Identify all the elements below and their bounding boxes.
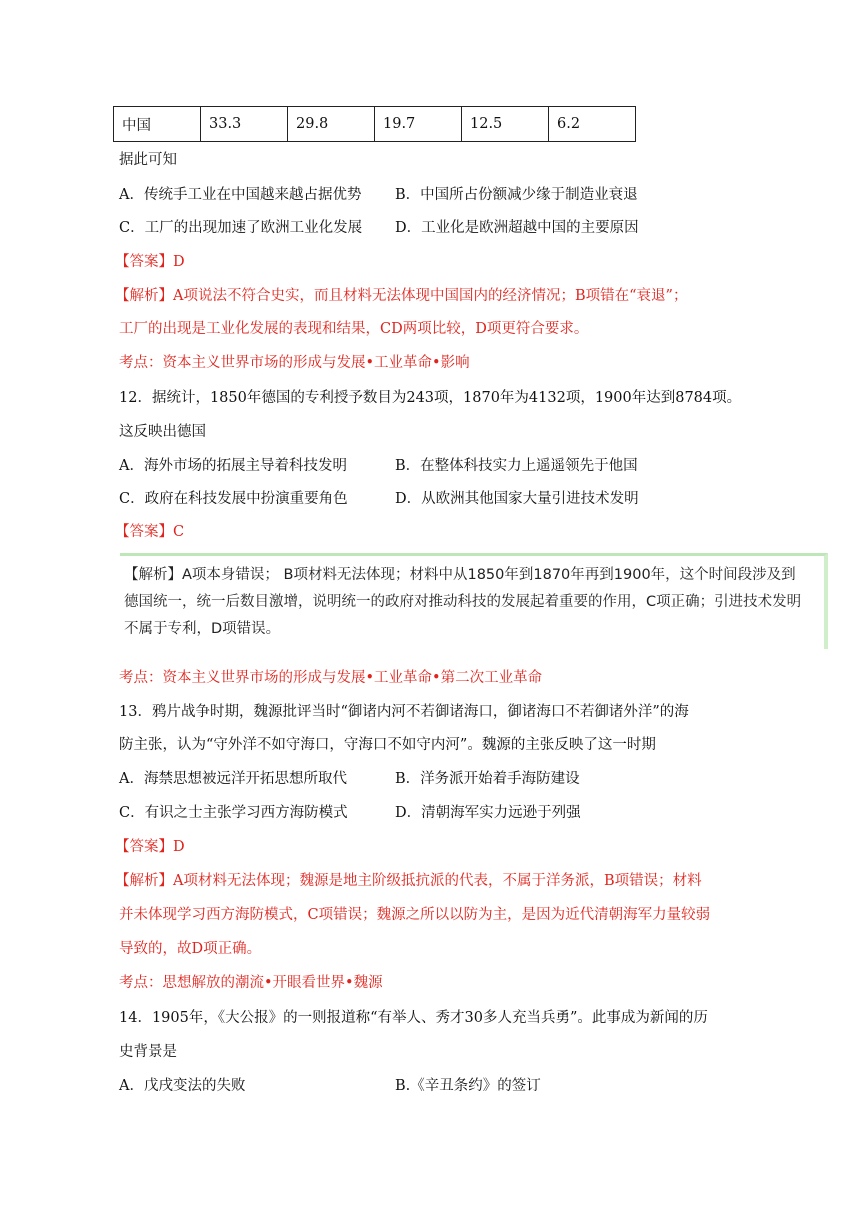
q12-topic: 考点：资本主义世界市场的形成与发展•工业革命•第二次工业革命: [119, 670, 543, 686]
q14-option-b: B.《辛丑条约》的签订: [395, 1078, 541, 1094]
q13-option-c: C．有识之士主张学习西方海防模式: [119, 805, 348, 821]
q11-option-b: B．中国所占份额减少缘于制造业衰退: [395, 187, 638, 203]
q12-option-b: B．在整体科技实力上遥遥领先于他国: [395, 458, 638, 474]
q12-options-row2: [119, 487, 639, 508]
table-row: [114, 107, 636, 142]
q12-analysis-line3: 不属于专利，D项错误。: [124, 621, 281, 637]
q11-option-a: A．传统手工业在中国越来越占据优势: [119, 187, 362, 203]
q13-options-row2: [119, 801, 581, 822]
table-cell: 29.8: [288, 107, 375, 142]
q13-answer: 【答案】D: [115, 839, 185, 855]
table-cell: 19.7: [375, 107, 462, 142]
q12-stem-line1: 12．据统计，1850年德国的专利授予数目为243项，1870年为4132项，1900年达到8784项。: [119, 390, 742, 406]
q13-option-b: B．洋务派开始着手海防建设: [395, 771, 580, 787]
q12-analysis-screenshot: [120, 553, 828, 649]
q14-option-a: A．戊戌变法的失败: [119, 1078, 246, 1094]
table-cell: 6.2: [549, 107, 636, 142]
table-cell: 33.3: [201, 107, 288, 142]
data-table: [113, 106, 636, 142]
q12-analysis-line1: 【解析】A项本身错误； B项材料无法体现；材料中从1850年到1870年再到1900年，这个时间段涉及到: [124, 567, 796, 583]
q11-answer: 【答案】D: [115, 254, 185, 270]
q12-option-d: D．从欧洲其他国家大量引进技术发明: [395, 491, 639, 507]
q11-analysis-line1: 【解析】A项说法不符合史实，而且材料无法体现中国国内的经济情况；B项错在“衰退”；: [115, 288, 688, 304]
q12-stem-line2: 这反映出德国: [119, 424, 206, 440]
q12-option-a: A．海外市场的拓展主导着科技发明: [119, 458, 347, 474]
q12-analysis-line2: 德国统一，统一后数目激增，说明统一的政府对推动科技的发展起着重要的作用，C项正确；引进技术发明: [124, 594, 802, 610]
table-cell: 12.5: [462, 107, 549, 142]
q14-stem-line1: 14．1905年，《大公报》的一则报道称“有举人、秀才30多人充当兵勇”。此事成为新闻的历: [119, 1010, 708, 1026]
q13-stem-line2: 防主张，认为“守外洋不如守海口，守海口不如守内河”。魏源的主张反映了这一时期: [119, 737, 656, 753]
q13-option-a: A．海禁思想被远洋开拓思想所取代: [119, 771, 347, 787]
q11-stem-end: 据此可知: [119, 152, 177, 168]
q11-option-d: D．工业化是欧洲超越中国的主要原因: [395, 220, 639, 236]
q13-stem-line1: 13．鸦片战争时期，魏源批评当时“御诸内河不若御诸海口，御诸海口不若御诸外洋”的海: [119, 704, 689, 720]
q11-options-row1: [119, 183, 638, 204]
q11-topic: 考点：资本主义世界市场的形成与发展•工业革命•影响: [119, 355, 470, 371]
q11-option-c: C．工厂的出现加速了欧洲工业化发展: [119, 220, 363, 236]
q13-analysis-line2: 并未体现学习西方海防模式，C项错误；魏源之所以以防为主，是因为近代清朝海军力量较弱: [119, 907, 711, 923]
q13-options-row1: [119, 767, 580, 788]
q13-option-d: D．清朝海军实力远逊于列强: [395, 805, 581, 821]
q11-analysis-line2: 工厂的出现是工业化发展的表现和结果，CD两项比较，D项更符合要求。: [119, 321, 589, 337]
q13-analysis-line1: 【解析】A项材料无法体现；魏源是地主阶级抵抗派的代表，不属于洋务派，B项错误；材料: [115, 873, 702, 889]
q13-analysis-line3: 导致的，故D项正确。: [119, 941, 262, 957]
q12-options-row1: [119, 454, 638, 475]
q13-topic: 考点：思想解放的潮流•开眼看世界•魏源: [119, 975, 383, 991]
q11-options-row2: [119, 216, 639, 237]
q14-options-row1: [119, 1074, 541, 1095]
q12-answer: 【答案】C: [115, 524, 185, 540]
q12-option-c: C．政府在科技发展中扮演重要角色: [119, 491, 348, 507]
table-cell-country: 中国: [114, 107, 201, 142]
q14-stem-line2: 史背景是: [119, 1044, 177, 1060]
